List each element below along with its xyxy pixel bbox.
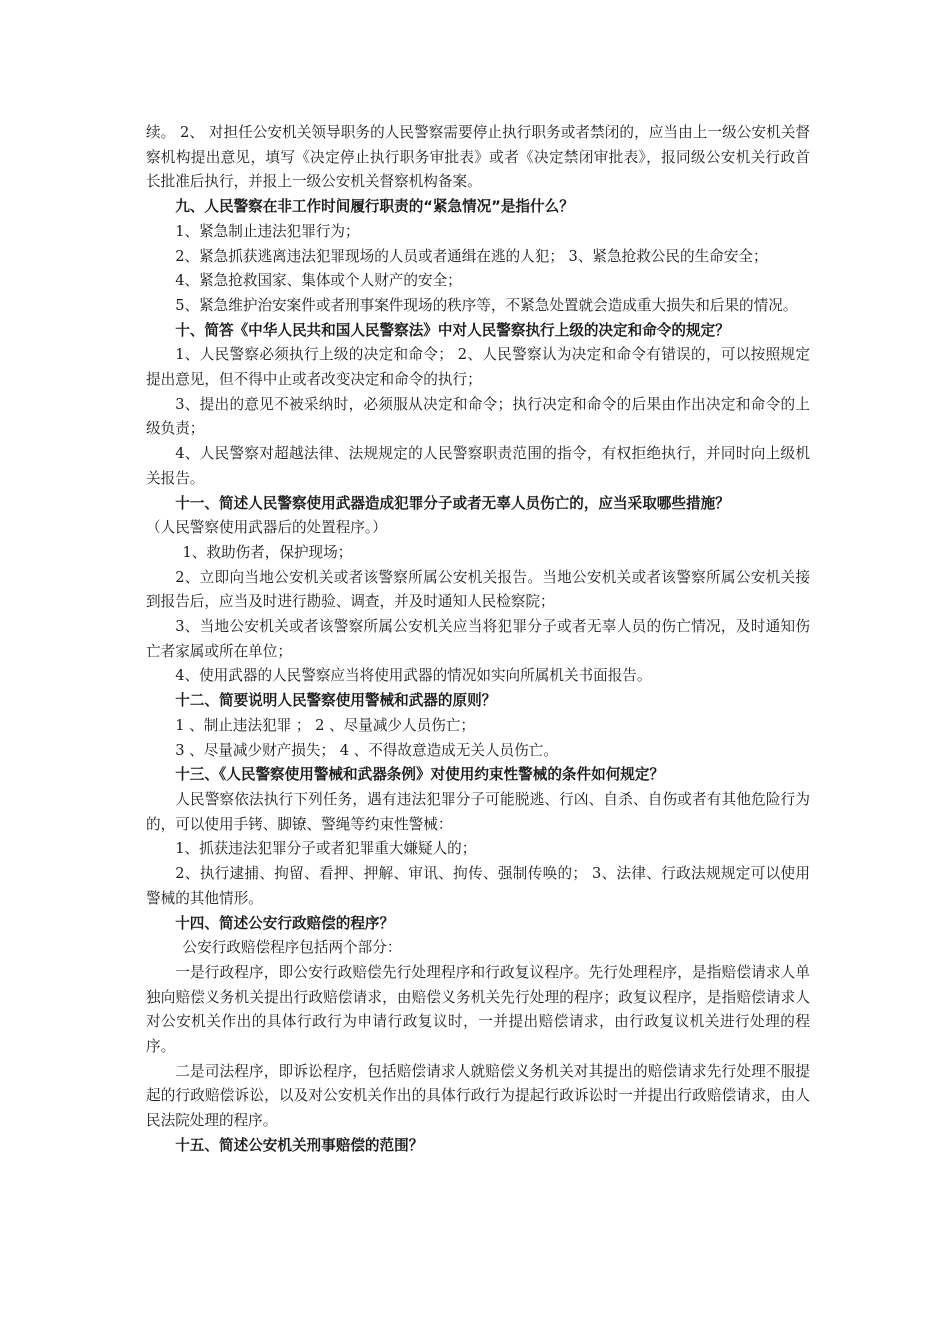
paragraph: 1 、制止违法犯罪 ； 2 、尽量减少人员伤亡； bbox=[175, 716, 476, 734]
paragraph: 2、立即向当地公安机关或者该警察所属公安机关报告。当地公安机关或者该警察所属公安机关接到报告后，应当及时进行勘验、调查，并及时通知人民检察院； bbox=[146, 568, 810, 611]
section-heading: 九、人民警察在非工作时间履行职责的“紧急情况”是指什么？ bbox=[175, 198, 574, 216]
paragraph: 2、紧急抓获逃离违法犯罪现场的人员或者通缉在逃的人犯； 3、紧急抢救公民的生命安全； bbox=[175, 247, 768, 265]
paragraph: 4、人民警察对超越法律、法规规定的人民警察职责范围的指令，有权拒绝执行，并同时向上级机关报告。 bbox=[146, 445, 810, 487]
paragraph: （人民警察使用武器后的处置程序。） bbox=[146, 519, 387, 537]
paragraph: 一是行政程序，即公安行政赔偿先行处理程序和行政复议程序。先行处理程序，是指赔偿请求人单独向赔偿义务机关提出行政赔偿请求，由赔偿义务机关先行处理的程序；政复议程序，是指赔偿请求人对公安机关作出的具体行政行为申请行政复议时，一并提出赔偿请求，由行政复议机关进行处理的程序。 bbox=[146, 963, 810, 1056]
paragraph: 2、执行逮捕、拘留、看押、押解、审讯、拘传、强制传唤的； 3、法律、行政法规规定可以使用警械的其他情形。 bbox=[146, 865, 810, 907]
paragraph: 4、紧急抢救国家、集体或个人财产的安全； bbox=[175, 272, 462, 290]
paragraph: 3 、尽量减少财产损失； 4 、不得故意造成无关人员伤亡。 bbox=[175, 741, 558, 759]
paragraph: 1、救助伤者，保护现场； bbox=[182, 543, 353, 561]
paragraph: 3、当地公安机关或者该警察所属公安机关应当将犯罪分子或者无辜人员的伤亡情况，及时通知伤亡者家属或所在单位； bbox=[146, 618, 810, 660]
paragraph: 5、紧急维护治安案件或者刑事案件现场的秩序等，不紧急处置就会造成重大损失和后果的情况。 bbox=[175, 296, 798, 314]
section-heading: 十五、简述公安机关刑事赔偿的范围？ bbox=[175, 1136, 424, 1154]
paragraph: 3、提出的意见不被采纳时，必须服从决定和命令；执行决定和命令的后果由作出决定和命令的上级负责； bbox=[146, 395, 810, 438]
paragraph: 公安行政赔偿程序包括两个部分： bbox=[182, 939, 402, 957]
paragraph: 1、抓获违法犯罪分子或者犯罪重大嫌疑人的； bbox=[175, 840, 477, 858]
section-heading: 十三、《人民警察使用警械和武器条例》对使用约束性警械的条件如何规定？ bbox=[175, 766, 665, 784]
paragraph: 二是司法程序，即诉讼程序，包括赔偿请求人就赔偿义务机关对其提出的赔偿请求先行处理不服提起的行政赔偿诉讼，以及对公安机关作出的具体行政行为提起行政诉讼时一并提出行政赔偿请求，由人民法院处理的程序。 bbox=[146, 1062, 810, 1130]
section-heading: 十二、简要说明人民警察使用警械和武器的原则？ bbox=[175, 692, 497, 710]
section-heading: 十一、简述人民警察使用武器造成犯罪分子或者无辜人员伤亡的，应当采取哪些措施？ bbox=[175, 494, 730, 512]
section-heading: 十四、简述公安行政赔偿的程序？ bbox=[175, 914, 395, 932]
paragraph: 续。 2、 对担任公安机关领导职务的人民警察需要停止执行职务或者禁闭的，应当由上一级公安机关督察机构提出意见，填写《决定停止执行职务审批表》或者《决定禁闭审批表》，报同级公安机关行政首长批准后执行，并报上一级公安机关督察机构备案。 bbox=[146, 124, 810, 191]
paragraph: 1、人民警察必须执行上级的决定和命令； 2、人民警察认为决定和命令有错误的，可以按照规定提出意见，但不得中止或者改变决定和命令的执行； bbox=[146, 346, 810, 389]
document-body bbox=[146, 121, 810, 1159]
paragraph: 人民警察依法执行下列任务，遇有违法犯罪分子可能脱逃、行凶、自杀、自伤或者有其他危险行为的，可以使用手铐、脚镣、警绳等约束性警械： bbox=[146, 790, 810, 833]
paragraph: 4、使用武器的人民警察应当将使用武器的情况如实向所属机关书面报告。 bbox=[175, 667, 652, 685]
paragraph: 1、紧急制止违法犯罪行为； bbox=[175, 222, 360, 240]
section-heading: 十、简答《中华人民共和国人民警察法》中对人民警察执行上级的决定和命令的规定？ bbox=[175, 321, 730, 339]
